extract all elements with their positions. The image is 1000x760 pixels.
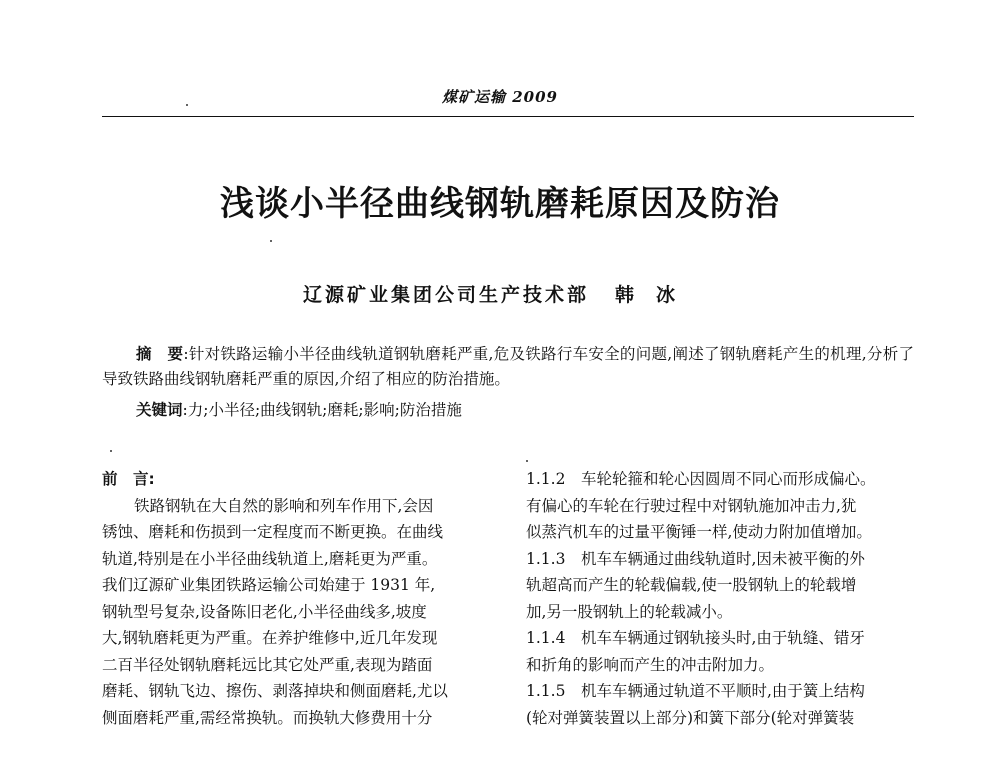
body-line: 1.1.4 机车车辆通过钢轨接头时,由于轨缝、错牙	[526, 629, 865, 647]
body-line: (轮对弹簧装置以上部分)和簧下部分(轮对弹簧装	[526, 708, 855, 727]
scan-speck	[270, 240, 272, 242]
body-line: 似蒸汽机车的过量平衡锤一样,使动力附加值增加。	[526, 523, 872, 541]
body-line: 有偏心的车轮在行驶过程中对钢轨施加冲击力,犹	[526, 496, 857, 515]
scan-speck	[110, 450, 112, 452]
scan-speck	[186, 104, 188, 106]
body-line: 轨道,特别是在小半径曲线轨道上,磨耗更为严重。	[102, 549, 438, 568]
body-line: 和折角的影响而产生的冲击附加力。	[526, 655, 775, 674]
affiliation: 辽源矿业集团公司生产技术部	[302, 284, 589, 306]
running-header: 煤矿运输 2009	[442, 88, 558, 106]
header-rule	[102, 116, 914, 117]
body-line: 轨超高而产生的轮载偏载,使一股钢轨上的轮载增	[526, 576, 857, 594]
body-line: 铁路钢轨在大自然的影响和列车作用下,会因	[134, 496, 434, 515]
body-line: 侧面磨耗严重,需经常换轨。而换轨大修费用十分	[102, 708, 433, 727]
body-line: 我们辽源矿业集团铁路运输公司始建于 1931 年,	[102, 576, 436, 594]
body-line: 二百半径处钢轨磨耗远比其它处严重,表现为踏面	[102, 655, 433, 674]
right-column	[526, 466, 914, 731]
body-line: 锈蚀、磨耗和伤损到一定程度而不断更换。在曲线	[102, 523, 444, 541]
section-heading: 前 言:	[102, 470, 155, 488]
paper-title: 浅谈小半径曲线钢轨磨耗原因及防治	[220, 184, 780, 224]
keywords-text: :力;小半径;曲线钢轨;磨耗;影响;防治措施	[182, 401, 462, 419]
body-line: 钢轨型号复杂,设备陈旧老化,小半径曲线多,坡度	[102, 602, 427, 621]
keywords	[136, 398, 914, 423]
body-line: 加,另一股钢轨上的轮载减小。	[526, 602, 733, 621]
body-line: 1.1.3 机车车辆通过曲线轨道时,因未被平衡的外	[526, 549, 865, 568]
byline	[0, 280, 1000, 307]
abstract-text: :针对铁路运输小半径曲线轨道钢轨磨耗严重,危及铁路行车安全的问题,阐述了钢轨磨耗产生的机理,分析了导致铁路曲线钢轨磨耗严重的原因,介绍了相应的防治措施。	[102, 345, 914, 388]
body-line: 1.1.2 车轮轮箍和轮心因圆周不同心而形成偏心。	[526, 470, 876, 488]
keywords-label: 关键词	[136, 401, 183, 419]
author: 韩冰	[615, 284, 698, 306]
scan-speck	[526, 460, 528, 462]
left-column	[102, 466, 490, 731]
body-line: 大,钢轨磨耗更为严重。在养护维修中,近几年发现	[102, 629, 438, 647]
body-line: 磨耗、钢轨飞边、擦伤、剥落掉块和侧面磨耗,尤以	[102, 682, 448, 700]
abstract	[102, 342, 914, 392]
body-line: 1.1.5 机车车辆通过轨道不平顺时,由于簧上结构	[526, 682, 865, 700]
abstract-label: 摘 要	[136, 345, 184, 363]
